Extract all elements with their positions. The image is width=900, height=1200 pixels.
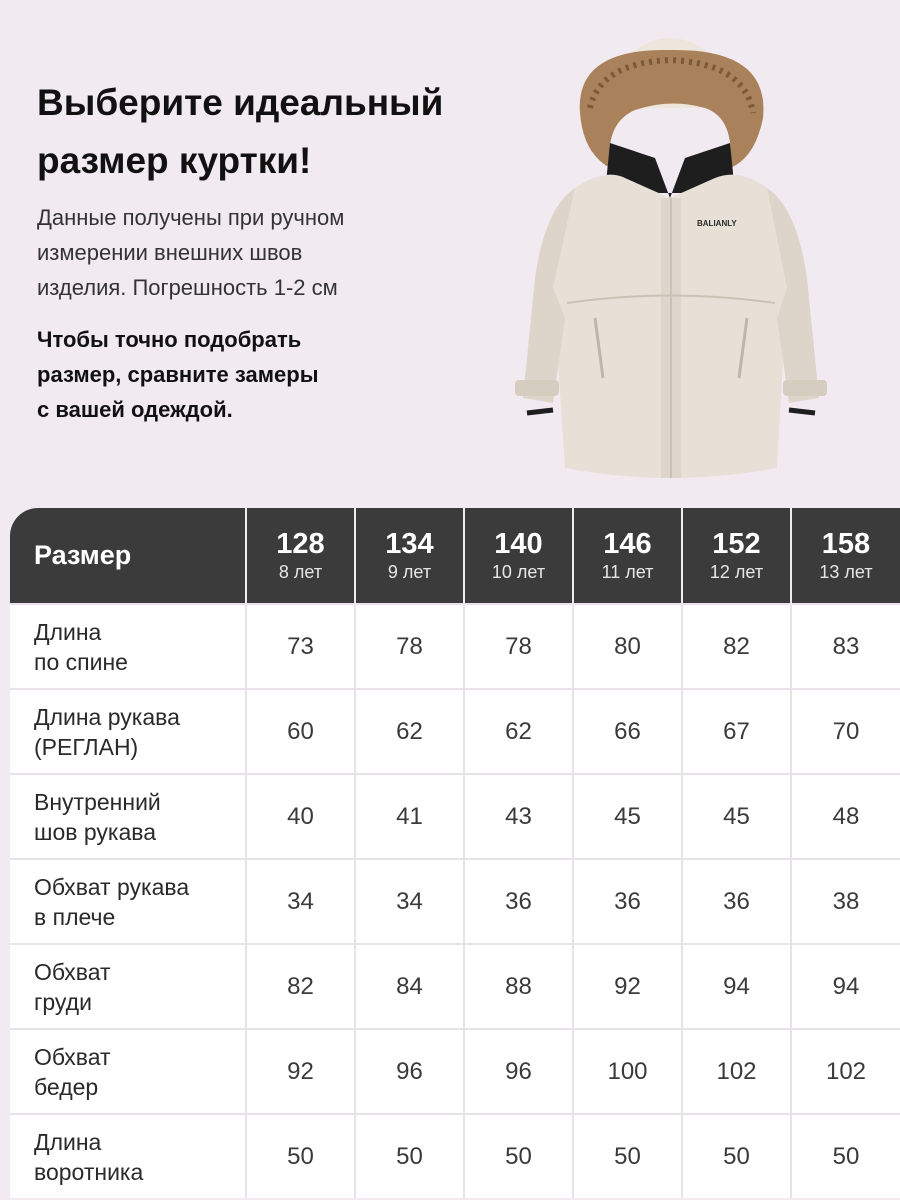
- table-row: [10, 944, 900, 1029]
- table-cell: 96: [355, 1029, 464, 1114]
- table-row: [10, 1029, 900, 1114]
- title-line-1: Выберите идеальный: [37, 82, 444, 123]
- header-row: [10, 508, 900, 604]
- table-row: [10, 689, 900, 774]
- table-cell: 41: [355, 774, 464, 859]
- size-number: 158: [821, 527, 871, 560]
- table-cell: 50: [573, 1114, 682, 1198]
- table-cell: 34: [355, 859, 464, 944]
- label-line: (РЕГЛАН): [34, 733, 139, 760]
- label-line: Длина: [34, 618, 102, 645]
- table-cell: 84: [355, 944, 464, 1029]
- table-cell: 50: [791, 1114, 900, 1198]
- size-number: 134: [385, 527, 434, 560]
- table-cell: 38: [791, 859, 900, 944]
- label-line: по спине: [34, 648, 128, 675]
- size-number: 128: [276, 527, 325, 560]
- label-line: Обхват: [34, 958, 111, 985]
- size-number: 140: [494, 527, 543, 560]
- table-cell: 83: [791, 604, 900, 689]
- measurement-label: [10, 1114, 246, 1198]
- table-cell: 92: [573, 944, 682, 1029]
- table-cell: 94: [791, 944, 900, 1029]
- label-line: Обхват: [34, 1043, 111, 1070]
- table-cell: 45: [682, 774, 791, 859]
- table-cell: 45: [573, 774, 682, 859]
- table-cell: 66: [573, 689, 682, 774]
- table-cell: 43: [464, 774, 573, 859]
- measurement-label: [10, 859, 246, 944]
- table-cell: 100: [573, 1029, 682, 1114]
- table-cell: 62: [355, 689, 464, 774]
- label-line: Длина: [34, 1128, 102, 1155]
- fit-advice-line-1: Чтобы точно подобрать: [37, 327, 302, 352]
- size-column-header: [791, 508, 900, 604]
- table-cell: 94: [682, 944, 791, 1029]
- label-line: Внутренний: [34, 788, 161, 815]
- table-cell: 34: [246, 859, 355, 944]
- size-age: 11 лет: [601, 561, 654, 582]
- table-cell: 62: [464, 689, 573, 774]
- size-column-header: [682, 508, 791, 604]
- label-line: Обхват рукава: [34, 873, 190, 900]
- table-cell: 82: [682, 604, 791, 689]
- table-cell: 78: [355, 604, 464, 689]
- size-column-header: [355, 508, 464, 604]
- measurement-note-line-1: Данные получены при ручном: [37, 205, 345, 230]
- table-cell: 50: [464, 1114, 573, 1198]
- table-cell: 36: [682, 859, 791, 944]
- table-cell: 92: [246, 1029, 355, 1114]
- size-number: 152: [712, 527, 761, 560]
- label-line: в плече: [34, 903, 116, 930]
- label-line: воротника: [34, 1158, 144, 1185]
- table-row: [10, 774, 900, 859]
- table-cell: 60: [246, 689, 355, 774]
- label-line: шов рукава: [34, 818, 156, 845]
- size-chart: [10, 508, 900, 1198]
- table-cell: 50: [246, 1114, 355, 1198]
- size-column-header: [464, 508, 573, 604]
- table-cell: 70: [791, 689, 900, 774]
- table-cell: 36: [464, 859, 573, 944]
- table-row: [10, 604, 900, 689]
- title-line-2: размер куртки!: [37, 140, 312, 181]
- jacket-image: [505, 18, 835, 488]
- table-cell: 50: [682, 1114, 791, 1198]
- measurement-note: [37, 200, 344, 305]
- table-cell: 102: [791, 1029, 900, 1114]
- size-table: [10, 508, 900, 1198]
- measurement-label: [10, 1029, 246, 1114]
- size-number: 146: [603, 527, 652, 560]
- table-cell: 40: [246, 774, 355, 859]
- measurement-label: [10, 944, 246, 1029]
- size-age: 9 лет: [387, 561, 432, 582]
- label-line: груди: [34, 988, 92, 1015]
- size-age: 13 лет: [819, 561, 873, 582]
- table-cell: 48: [791, 774, 900, 859]
- table-cell: 50: [355, 1114, 464, 1198]
- size-age: 12 лет: [709, 561, 764, 582]
- measurement-label: [10, 774, 246, 859]
- size-header-label: Размер: [10, 508, 246, 604]
- measurement-note-line-3: изделия. Погрешность 1-2 см: [37, 275, 338, 300]
- size-column-header: [573, 508, 682, 604]
- table-row: [10, 1114, 900, 1198]
- table-cell: 78: [464, 604, 573, 689]
- size-age: 8 лет: [278, 561, 323, 582]
- fit-advice-line-3: с вашей одеждой.: [37, 397, 233, 422]
- size-age: 10 лет: [491, 561, 546, 582]
- table-row: [10, 859, 900, 944]
- fit-advice: [37, 322, 319, 427]
- table-cell: 80: [573, 604, 682, 689]
- table-cell: 73: [246, 604, 355, 689]
- svg-text:BALIANLY: BALIANLY: [697, 219, 737, 228]
- table-cell: 88: [464, 944, 573, 1029]
- size-column-header: [246, 508, 355, 604]
- measurement-label: [10, 604, 246, 689]
- table-cell: 36: [573, 859, 682, 944]
- fit-advice-line-2: размер, сравните замеры: [37, 362, 319, 387]
- table-cell: 96: [464, 1029, 573, 1114]
- measurement-note-line-2: измерении внешних швов: [37, 240, 303, 265]
- label-line: Длина рукава: [34, 703, 180, 730]
- page-title: [37, 74, 443, 190]
- measurement-label: [10, 689, 246, 774]
- label-line: бедер: [34, 1073, 99, 1100]
- table-cell: 67: [682, 689, 791, 774]
- table-cell: 102: [682, 1029, 791, 1114]
- table-cell: 82: [246, 944, 355, 1029]
